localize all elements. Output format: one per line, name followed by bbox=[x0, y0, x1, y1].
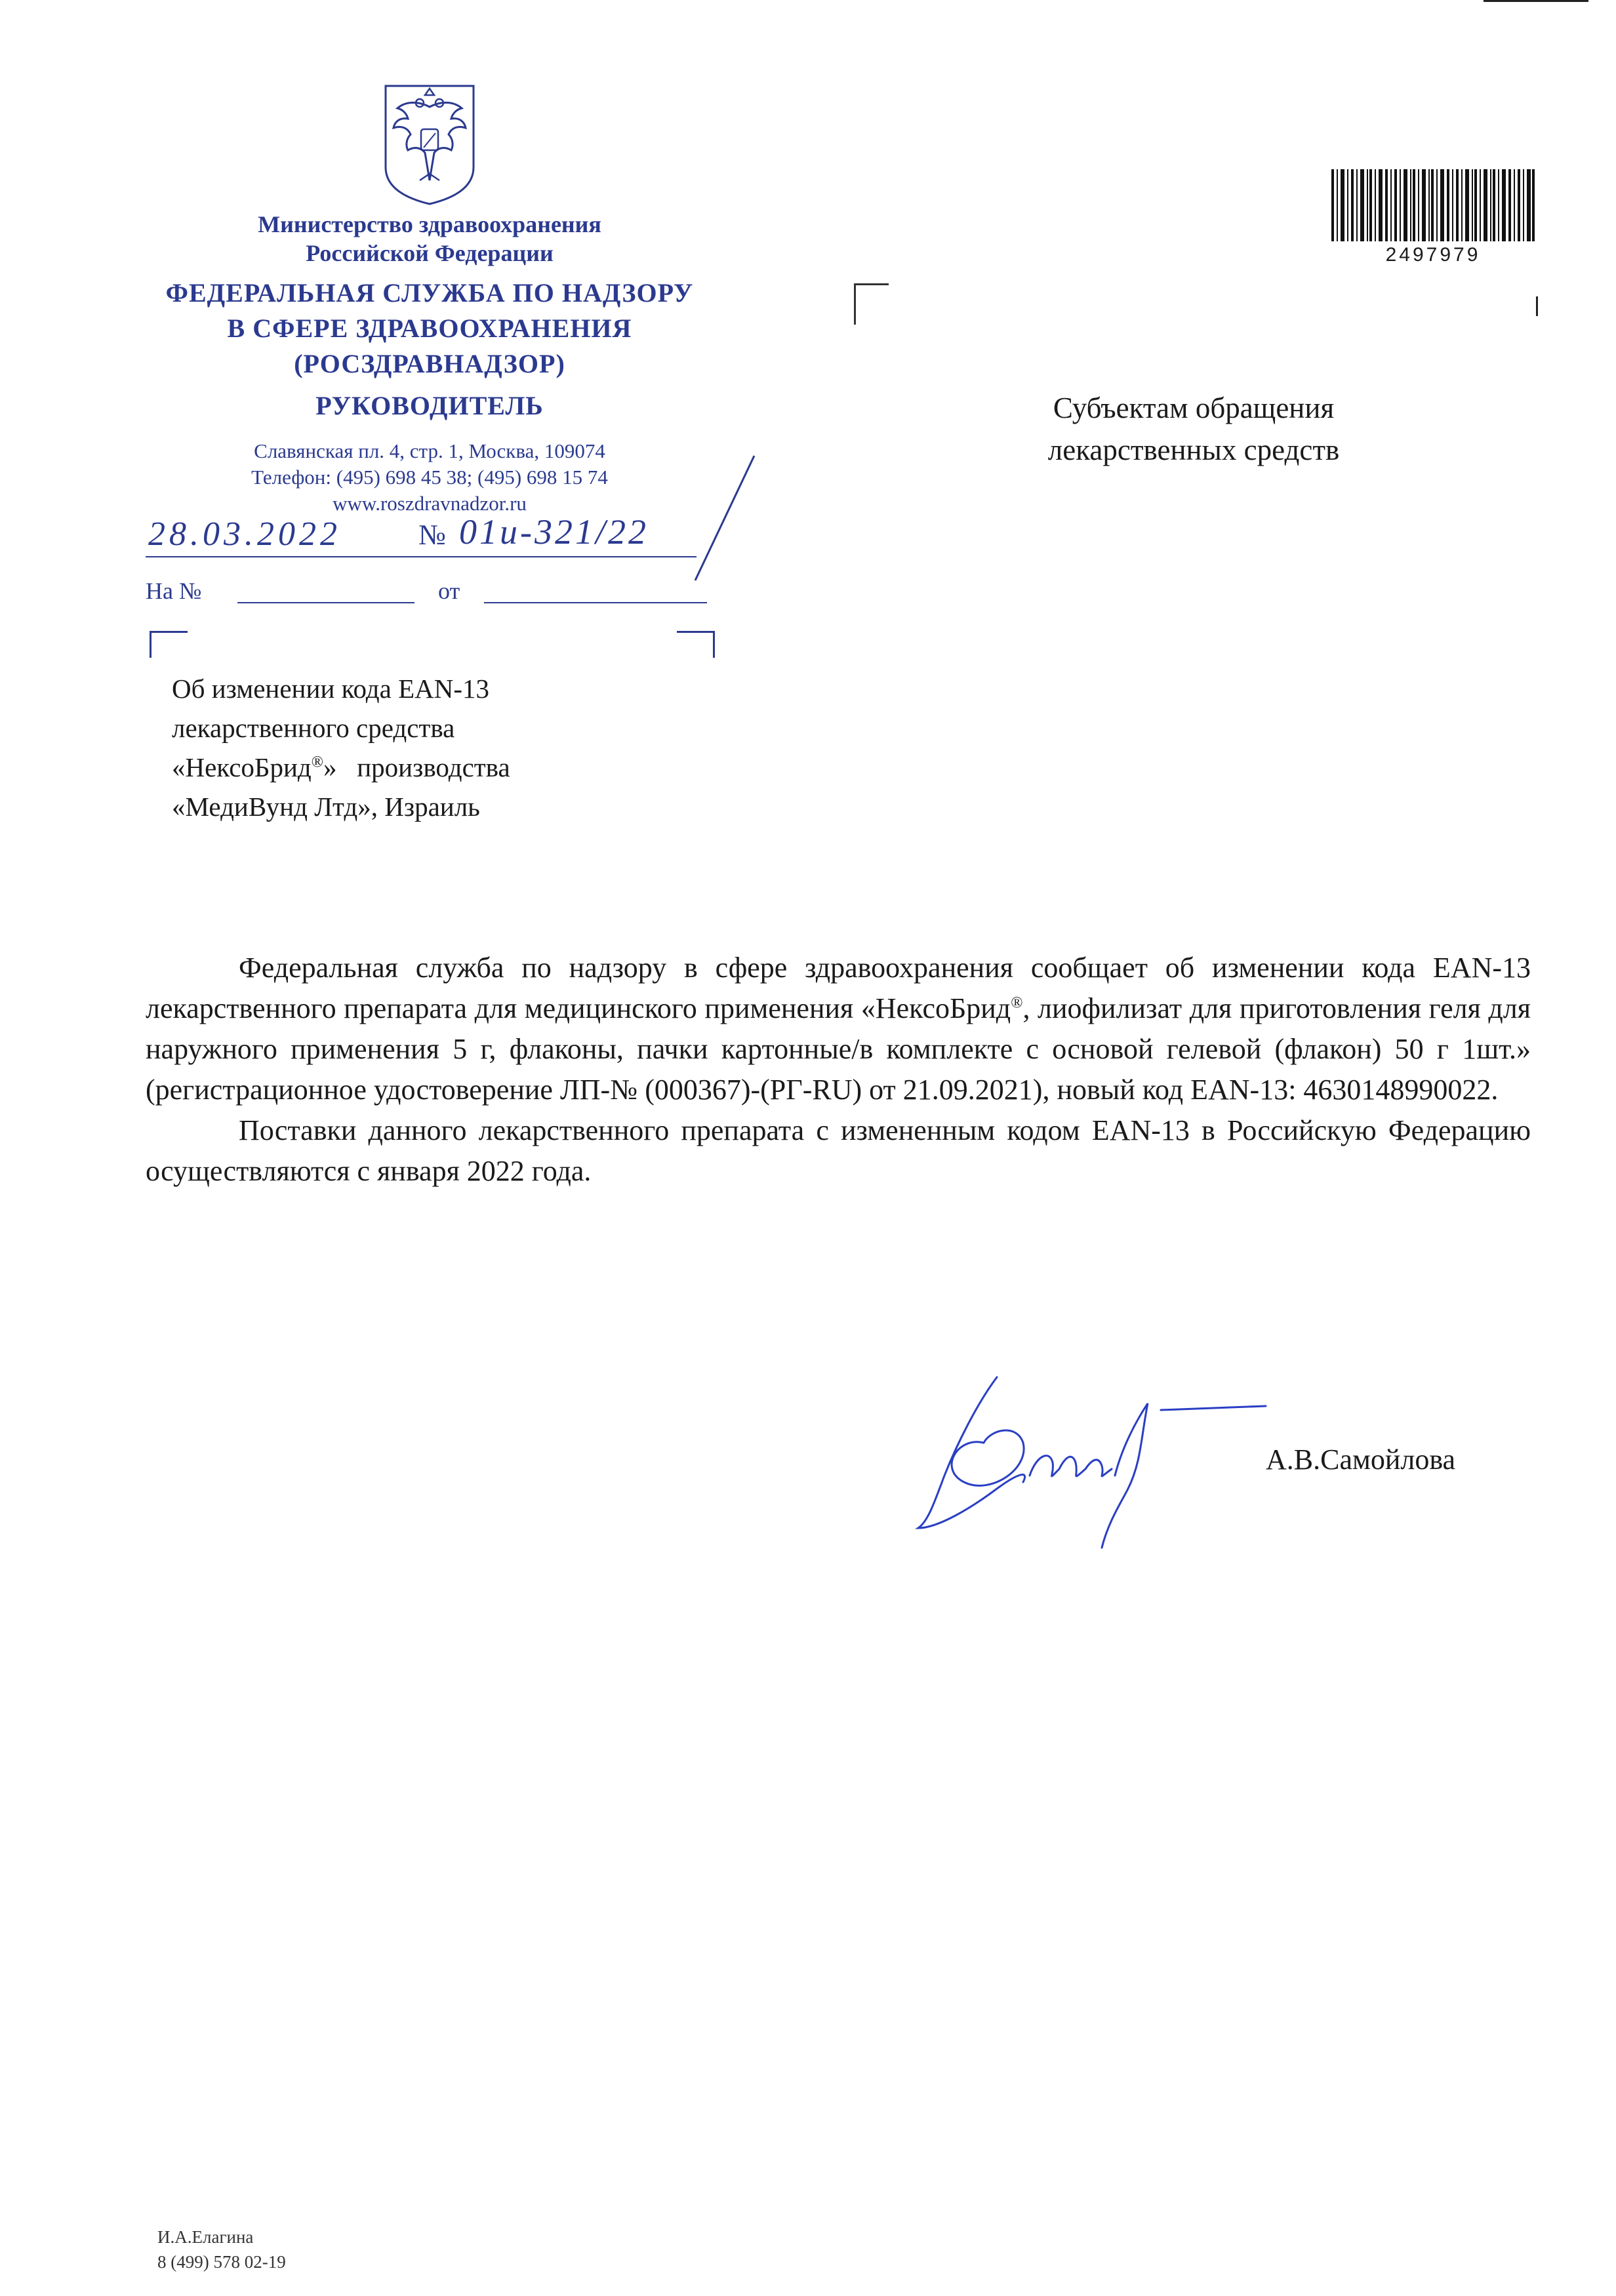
body-paragraph-1 bbox=[146, 948, 1531, 1110]
website: www.roszdravnadzor.ru bbox=[333, 492, 527, 515]
addressee-line-2: лекарственных средств bbox=[1047, 433, 1340, 466]
reply-to-label: На № bbox=[146, 578, 202, 604]
body-p1-part-b: , лиофилизат для приготовления геля для наружного применения 5 г, флаконы, пачки картонные/в комплекте с основой гелевой (флакон) 50 г 1шт.» (регистрационное удостоверение ЛП-№ (000367)-(РГ-RU) от 21.09.2021), новый код EAN-13: 4630148990022. bbox=[146, 992, 1531, 1106]
registration-underline bbox=[146, 556, 697, 557]
subject-corner-right bbox=[677, 631, 715, 658]
phone: Телефон: (495) 698 45 38; (495) 698 15 74 bbox=[251, 466, 608, 489]
letter-subject bbox=[172, 669, 510, 826]
addressee bbox=[971, 387, 1417, 471]
body-registered-mark: ® bbox=[1011, 994, 1023, 1012]
address: Славянская пл. 4, стр. 1, Москва, 109074 bbox=[254, 439, 605, 462]
position-title: РУКОВОДИТЕЛЬ bbox=[315, 391, 544, 420]
subject-line-1: Об изменении кода EAN-13 bbox=[172, 674, 490, 704]
scan-edge-mark bbox=[1484, 0, 1588, 2]
service-line-1: ФЕДЕРАЛЬНАЯ СЛУЖБА ПО НАДЗОРУ bbox=[165, 278, 694, 308]
ministry-name bbox=[164, 210, 695, 268]
ministry-line-1: Министерство здравоохранения bbox=[258, 211, 601, 237]
coat-of-arms-emblem bbox=[380, 82, 479, 207]
letter-body bbox=[146, 948, 1531, 1192]
barcode bbox=[1331, 169, 1535, 241]
service-line-2: В СФЕРЕ ЗДРАВООХРАНЕНИЯ bbox=[227, 313, 632, 343]
registration-slash-stroke bbox=[682, 453, 761, 584]
subject-line-4: «МедиВунд Лтд», Израиль bbox=[172, 792, 480, 822]
reply-from-label: от bbox=[438, 578, 460, 604]
registration-number-label: № bbox=[418, 519, 446, 551]
signer-name: А.В.Самойлова bbox=[1266, 1443, 1456, 1476]
reply-to-number-line bbox=[237, 602, 414, 603]
reply-from-date-line bbox=[484, 602, 707, 603]
contact-block bbox=[164, 438, 695, 517]
subject-corner-left bbox=[150, 631, 188, 658]
addressee-corner-tick bbox=[1536, 296, 1538, 316]
subject-product-close: » производства bbox=[323, 752, 510, 782]
service-line-3: (РОСЗДРАВНАДЗОР) bbox=[294, 349, 565, 378]
executor-info bbox=[157, 2225, 286, 2274]
registered-mark: ® bbox=[311, 754, 323, 771]
barcode-number: 2497979 bbox=[1385, 244, 1481, 266]
service-name bbox=[138, 275, 721, 382]
subject-line-2: лекарственного средства bbox=[172, 713, 455, 743]
addressee-corner bbox=[854, 283, 889, 325]
registration-number: 01и-321/22 bbox=[459, 512, 649, 552]
body-p1-part-a: Федеральная служба по надзору в сфере здравоохранения сообщает об изменении кода EAN-13 лекарственного препарата для медицинского применения «НексоБрид bbox=[146, 952, 1531, 1024]
ministry-line-2: Российской Федерации bbox=[306, 240, 554, 266]
executor-name: И.А.Елагина bbox=[157, 2227, 254, 2247]
addressee-line-1: Субъектам обращения bbox=[1053, 392, 1335, 424]
executor-phone: 8 (499) 578 02-19 bbox=[157, 2252, 286, 2272]
body-paragraph-2: Поставки данного лекарственного препарата с измененным кодом EAN-13 в Российскую Федерацию осуществляются с января 2022 года. bbox=[146, 1114, 1531, 1187]
handwritten-signature bbox=[899, 1364, 1292, 1561]
subject-product-open: «НексоБрид bbox=[172, 752, 312, 782]
subject-line-3 bbox=[172, 748, 510, 787]
registration-date: 28.03.2022 bbox=[148, 515, 341, 553]
